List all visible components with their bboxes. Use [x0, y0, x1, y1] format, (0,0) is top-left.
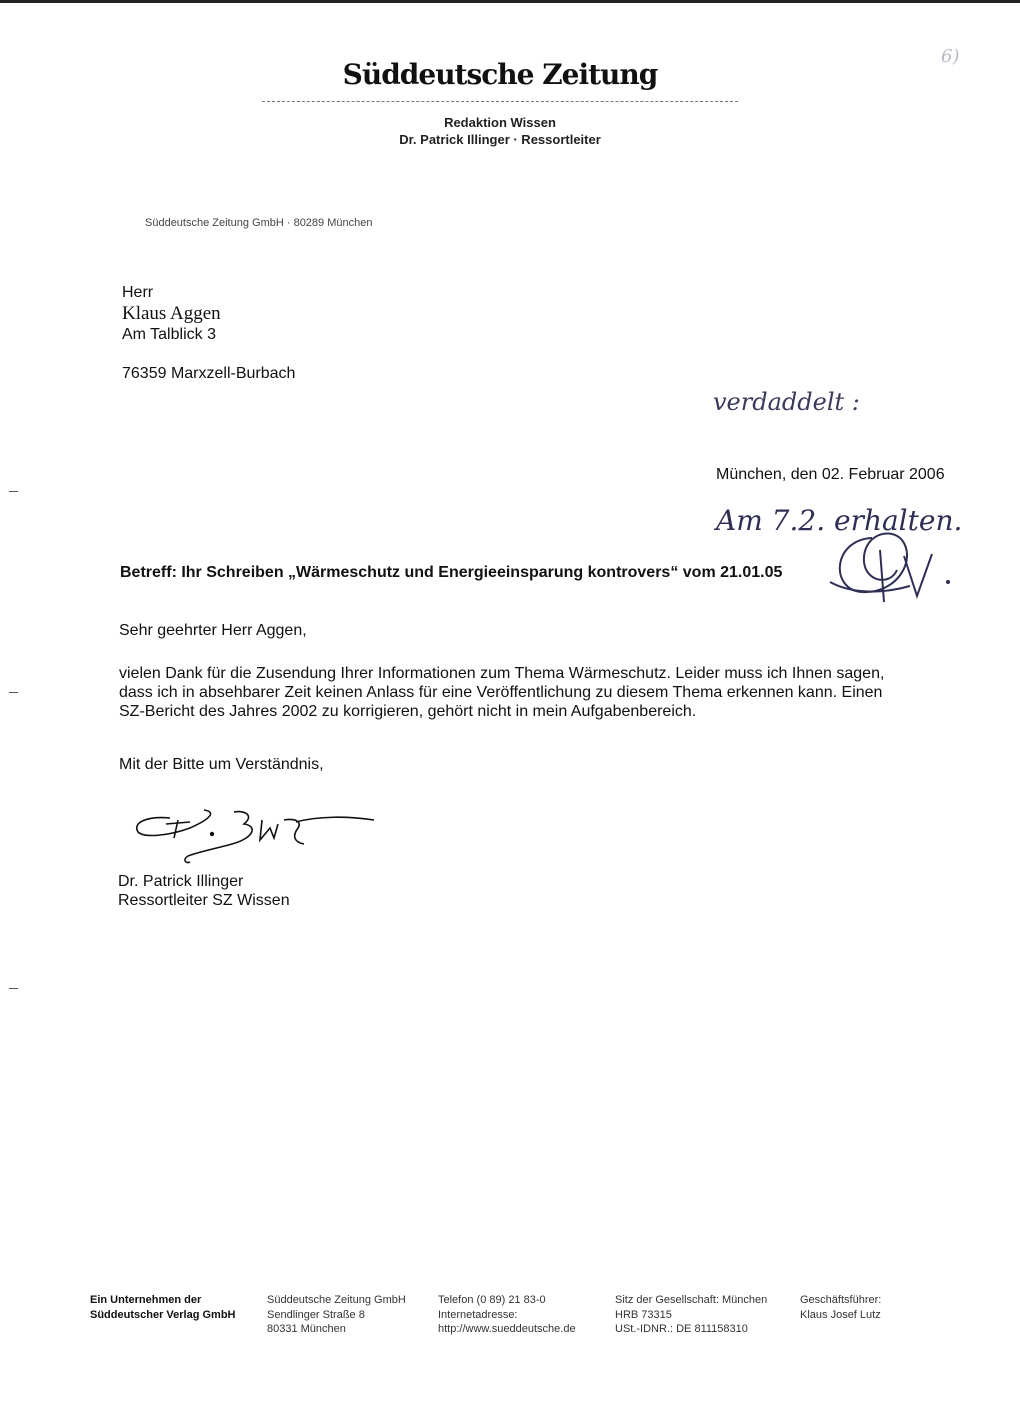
- footer-line: HRB 73315: [615, 1308, 672, 1321]
- handwritten-initials-icon: [830, 533, 932, 602]
- footer-line: USt.-IDNR.: DE 811158310: [615, 1323, 748, 1335]
- footer-line: Geschäftsführer:: [800, 1294, 882, 1306]
- handwritten-note-2: [712, 490, 1002, 610]
- footer-line: Klaus Josef Lutz: [800, 1308, 881, 1321]
- department-block: [262, 114, 738, 148]
- signatory-name: Dr. Patrick Illinger: [118, 873, 244, 890]
- signatory-block: [118, 872, 290, 910]
- scan-top-edge: [0, 0, 1020, 3]
- closing-line: Mit der Bitte um Verständnis,: [119, 756, 324, 773]
- handwritten-note-2-text: Am 7.2. erhalten.: [716, 504, 963, 537]
- letter-body: [119, 664, 899, 721]
- margin-fold-mark: [9, 692, 18, 693]
- return-address: Süddeutsche Zeitung GmbH · 80289 München: [145, 217, 373, 229]
- footer-line: Süddeutsche Zeitung GmbH: [267, 1294, 406, 1306]
- margin-fold-mark: [9, 491, 18, 492]
- recipient-street: Am Talblick 3: [122, 326, 216, 343]
- handwritten-dot-icon: [946, 580, 950, 584]
- department-name: Redaktion Wissen: [444, 115, 556, 130]
- sender-line: Dr. Patrick Illinger · Ressortleiter: [399, 132, 601, 147]
- masthead-divider: [262, 101, 738, 102]
- letter-date: München, den 02. Februar 2006: [716, 466, 945, 483]
- handwritten-note-1: [705, 382, 915, 422]
- recipient-city: 76359 Marxzell-Burbach: [122, 365, 296, 382]
- footer-line: 80331 München: [267, 1323, 346, 1335]
- footer-company: [90, 1293, 235, 1322]
- signatory-title: Ressortleiter SZ Wissen: [118, 892, 290, 909]
- footer-management: [800, 1293, 881, 1322]
- subject-line: Betreff: Ihr Schreiben „Wärmeschutz und Energieeinsparung kontrovers“ vom 21.01.05: [120, 564, 783, 581]
- footer-line: Sitz der Gesellschaft: München: [615, 1294, 768, 1306]
- footer-line: Ein Unternehmen der: [90, 1294, 202, 1306]
- signature-icon: [128, 798, 388, 878]
- handwritten-corner-text: 6): [941, 46, 960, 67]
- footer-line: Süddeutscher Verlag GmbH: [90, 1308, 236, 1321]
- footer-line: Telefon (0 89) 21 83-0: [438, 1294, 546, 1306]
- footer-registration: [615, 1293, 767, 1337]
- footer-line: http://www.sueddeutsche.de: [438, 1323, 576, 1335]
- body-line: vielen Dank für die Zusendung Ihrer Informationen zum Thema Wärmeschutz. Leider muss ich Ihnen sagen,: [119, 665, 885, 682]
- body-line: SZ-Bericht des Jahres 2002 zu korrigieren, gehört nicht in mein Aufgabenbereich.: [119, 703, 697, 720]
- handwritten-note-1-text: verdaddelt :: [713, 388, 860, 416]
- handwritten-corner-mark: [935, 40, 985, 70]
- salutation: Sehr geehrter Herr Aggen,: [119, 622, 307, 639]
- body-line: dass ich in absehbarer Zeit keinen Anlass für eine Veröffentlichung zu diesem Thema erkennen kann. Einen: [119, 684, 883, 701]
- recipient-name: Klaus Aggen: [122, 303, 221, 324]
- recipient-salutation-line: Herr: [122, 284, 154, 301]
- footer-address: [267, 1293, 406, 1337]
- masthead-logo: Süddeutsche Zeitung: [342, 58, 658, 91]
- footer-line: Sendlinger Straße 8: [267, 1308, 365, 1321]
- recipient-address: [122, 282, 295, 384]
- margin-fold-mark: [9, 988, 18, 989]
- footer-contact: [438, 1293, 576, 1337]
- footer-line: Internetadresse:: [438, 1308, 518, 1321]
